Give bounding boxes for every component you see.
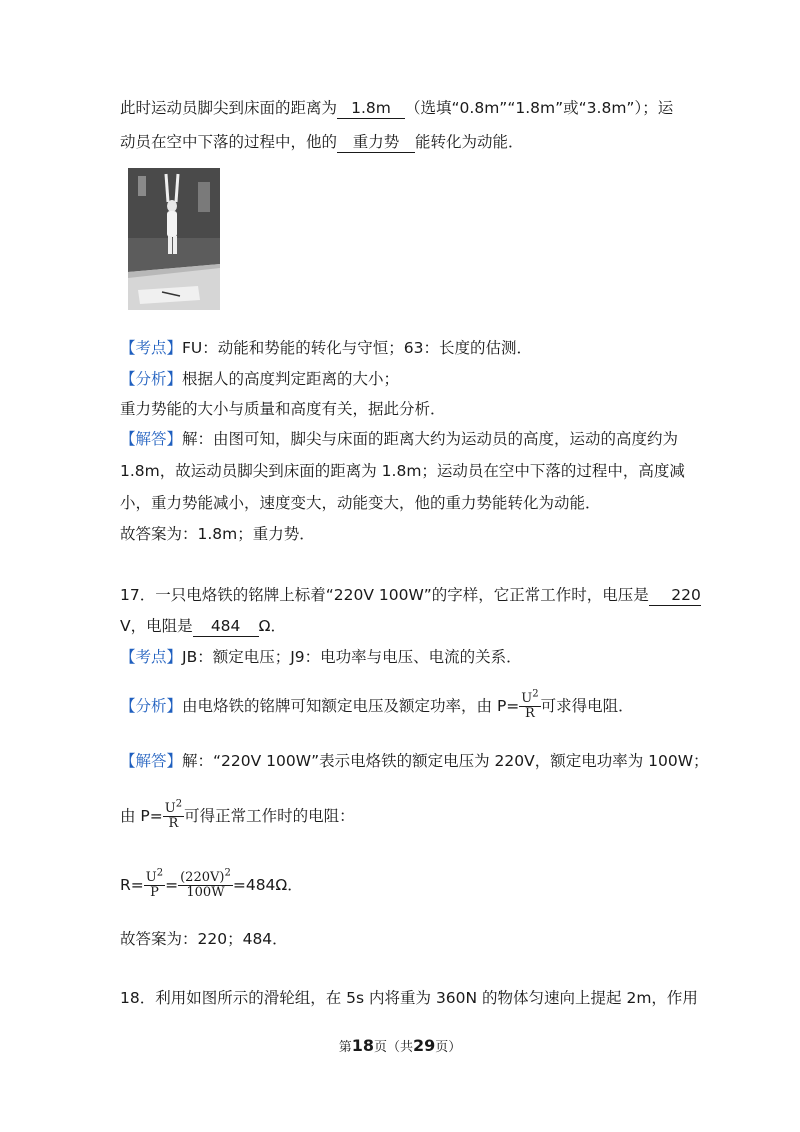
athlete-figure [128,168,220,310]
fraction-u2-over-r: $\frac{U^2}{R}$ [521,688,539,721]
total-pages: 29 [413,1036,436,1055]
page-footer: 第18页（共29页） [338,1036,462,1055]
q16-jieda-3: 小，重力势能减小，速度变大，动能变大，他的重力势能转化为动能． [120,494,601,512]
fraction-220v-over-100w: $\frac{(220V)^2}{100W}$ [180,867,231,900]
q16-fenxi-1: 【分析】根据人的高度判定距离的大小； [120,370,400,388]
fraction-u2-over-p: $\frac{U^2}{P}$ [145,867,164,900]
page-number: 18 [351,1036,374,1055]
q17-formula: R= $\frac{U^2}{P}$ = $\frac{(220V)^2}{100W}$ =484Ω． [120,867,303,900]
q17-kaodian: 【考点】JB：额定电压；J9：电功率与电压、电流的关系． [120,648,522,666]
q18-line-1: 18．利用如图所示的滑轮组，在 5s 内将重为 360N 的物体匀速向上提起 2m，作用 [120,989,698,1007]
q16-answer: 故答案为：1.8m；重力势． [120,525,315,543]
q16-answer-1: 1.8m [337,98,405,119]
q17-line-2: V，电阻是 484 Ω． [120,617,286,635]
q17-answer: 故答案为：220；484． [120,930,288,948]
q16-line-1: 此时运动员脚尖到床面的距离为 1.8m （选填“0.8m”“1.8m”或“3.8m”）；运 [120,99,674,117]
q16-jieda-1: 【解答】解：由图可知，脚尖与床面的距离大约为运动员的高度，运动的高度约为 [120,430,679,448]
q17-answer-resistance: 484 [193,616,259,637]
trampoline-athlete-photo [128,168,220,310]
q17-jieda-1: 【解答】解：“220V 100W”表示电烙铁的额定电压为 220V，额定电功率为 100W； [120,752,709,770]
q16-answer-2: 重力势 [337,132,415,153]
q16-kaodian: 【考点】FU：动能和势能的转化与守恒；63：长度的估测． [120,339,533,357]
q17-jieda-2: 由 P= $\frac{U^2}{R}$ 可得正常工作时的电阻： [120,798,355,831]
q16-fenxi-2: 重力势能的大小与质量和高度有关，据此分析． [120,400,446,418]
q17-fenxi: 【分析】由电烙铁的铭牌可知额定电压及额定功率，由 P= $\frac{U^2}{R}$ 可求得电阻． [120,688,634,721]
q16-jieda-2: 1.8m，故运动员脚尖到床面的距离为 1.8m；运动员在空中下落的过程中，高度减 [120,462,685,480]
q16-line-2: 动员在空中下落的过程中，他的 重力势 能转化为动能． [120,133,524,151]
q17-answer-voltage: 220 [649,585,701,606]
q17-line-1: 17．一只电烙铁的铭牌上标着“220V 100W”的字样，它正常工作时，电压是 220 [120,586,701,604]
fraction-u2-over-r-2: $\frac{U^2}{R}$ [164,798,183,831]
